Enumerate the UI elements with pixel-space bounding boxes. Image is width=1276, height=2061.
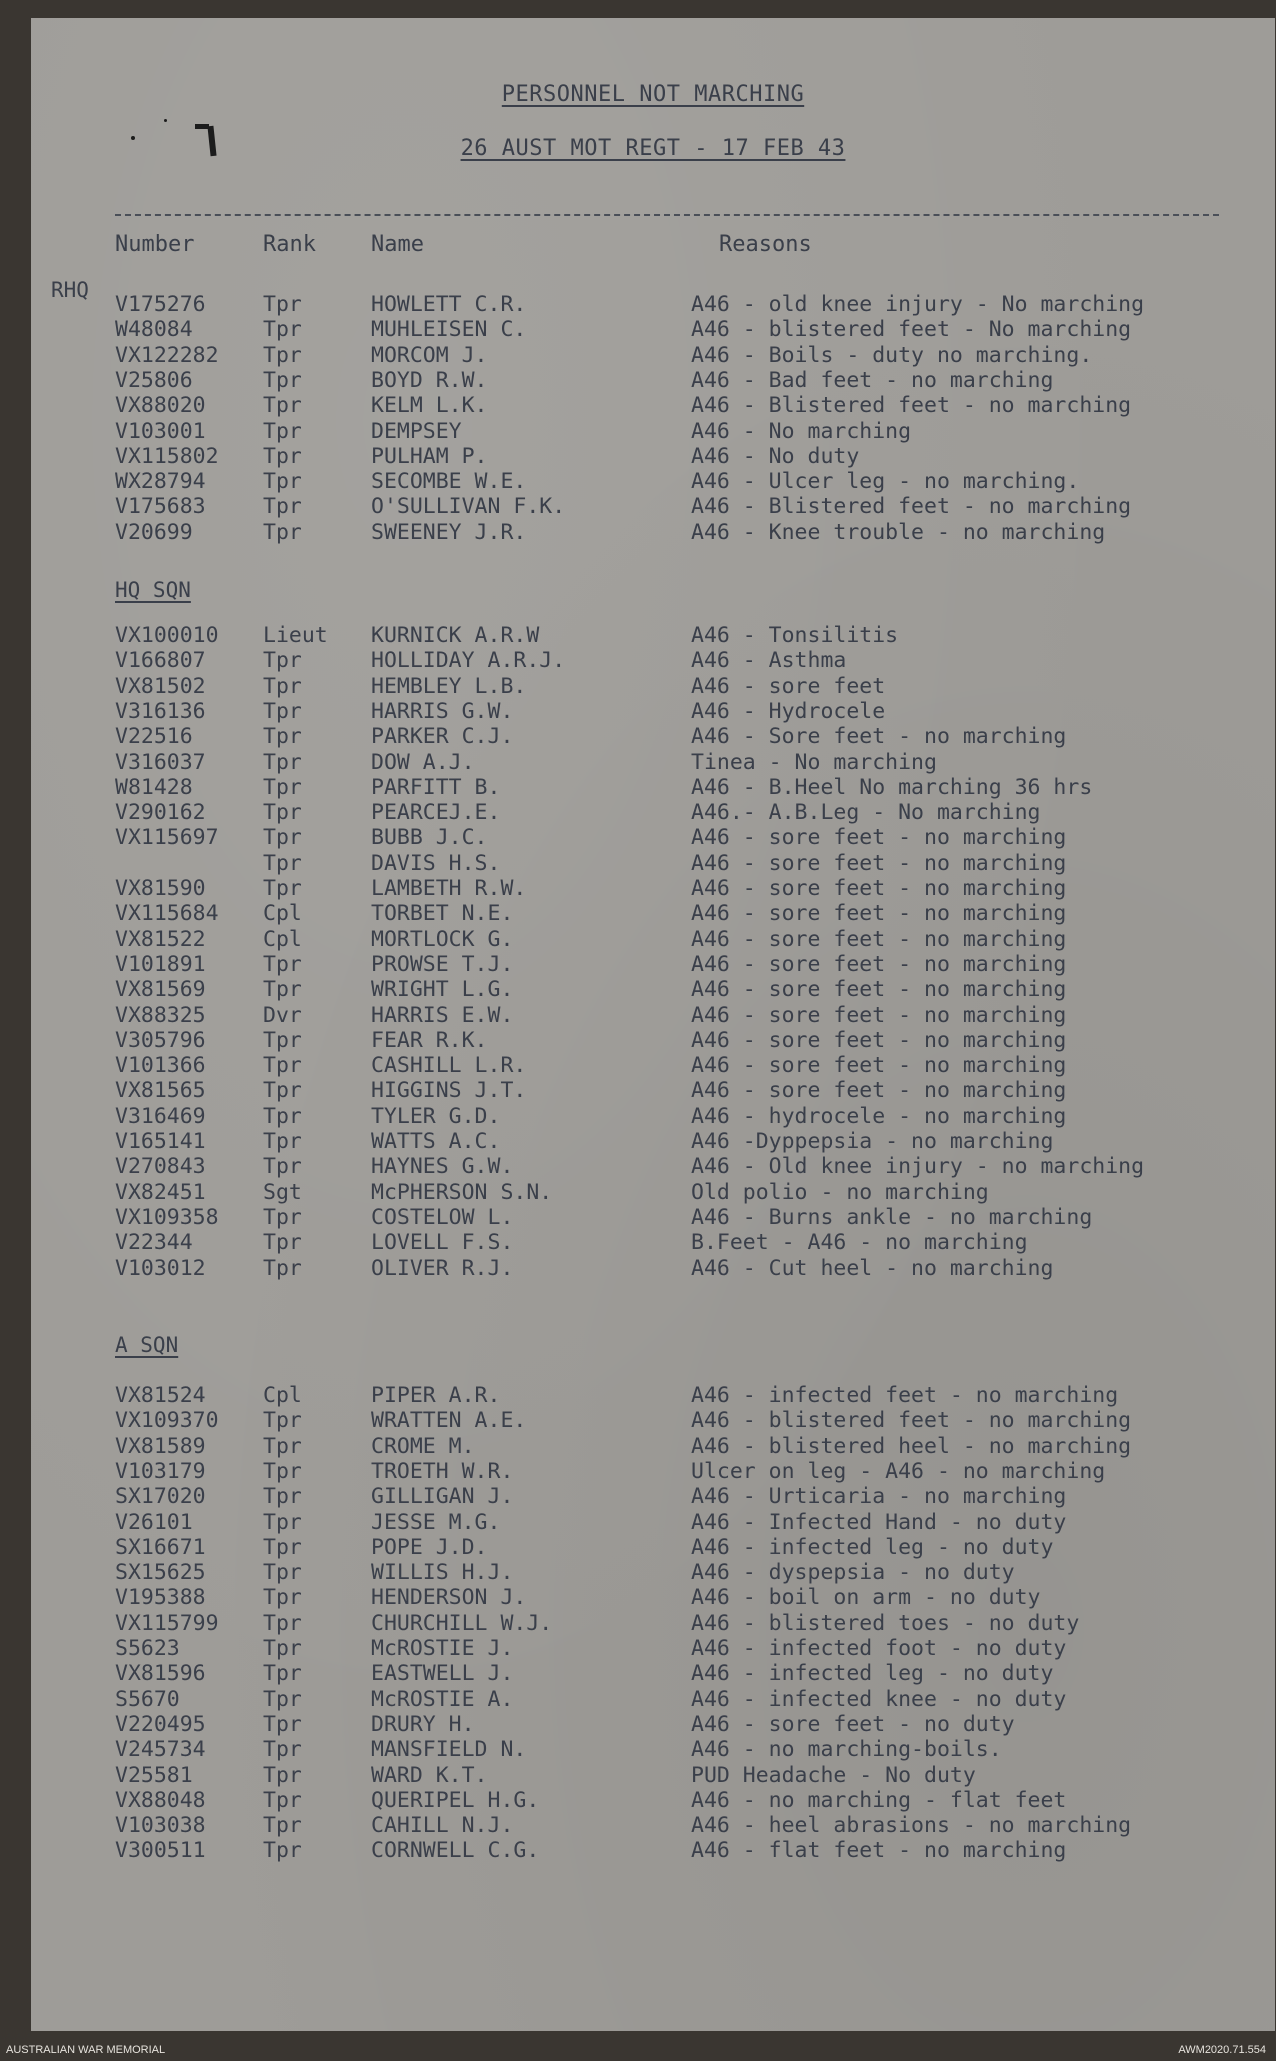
cell-reason: A46 - blistered toes - no duty bbox=[691, 1610, 1080, 1636]
cell-rank: Tpr bbox=[263, 367, 302, 393]
cell-reason: A46 - sore feet - no marching bbox=[691, 1002, 1067, 1028]
cell-name: SECOMBE W.E. bbox=[371, 469, 527, 495]
cell-service-number: V305796 bbox=[115, 1027, 206, 1053]
cell-reason: A46 - blistered heel - no marching bbox=[691, 1433, 1132, 1459]
cell-service-number: SX15625 bbox=[115, 1560, 206, 1586]
cell-name: BUBB J.C. bbox=[371, 825, 488, 851]
cell-rank: Tpr bbox=[263, 1255, 302, 1281]
cell-name: KURNICK A.R.W bbox=[371, 623, 540, 648]
cell-service-number: V175683 bbox=[115, 494, 206, 520]
cell-name: CORNWELL C.G. bbox=[371, 1838, 540, 1864]
cell-rank: Tpr bbox=[263, 1458, 302, 1484]
cell-name: HIGGINS J.T. bbox=[371, 1078, 527, 1104]
cell-service-number: W48084 bbox=[115, 317, 193, 343]
cell-service-number: VX88048 bbox=[115, 1787, 206, 1813]
cell-rank: Tpr bbox=[263, 648, 302, 674]
cell-service-number: S5670 bbox=[115, 1686, 180, 1712]
cell-service-number: VX81524 bbox=[115, 1383, 206, 1408]
cell-reason: A46 - infected knee - no duty bbox=[691, 1686, 1067, 1712]
document-page bbox=[31, 18, 1275, 2031]
cell-rank: Tpr bbox=[263, 876, 302, 901]
cell-rank: Tpr bbox=[263, 418, 302, 444]
cell-service-number: WX28794 bbox=[115, 469, 206, 495]
cell-service-number: V316136 bbox=[115, 698, 206, 724]
cell-rank: Tpr bbox=[263, 1737, 302, 1763]
cell-rank: Tpr bbox=[263, 951, 302, 977]
cell-rank: Tpr bbox=[263, 519, 302, 545]
cell-reason: A46 - flat feet - no marching bbox=[691, 1838, 1067, 1864]
cell-reason: A46 -Dyppepsia - no marching bbox=[691, 1129, 1054, 1154]
cell-name: WATTS A.C. bbox=[371, 1129, 501, 1154]
cell-name: POPE J.D. bbox=[371, 1534, 488, 1560]
cell-reason: Ulcer on leg - A46 - no marching bbox=[691, 1458, 1106, 1484]
cell-name: HOWLETT C.R. bbox=[371, 292, 527, 317]
cell-name: HEMBLEY L.B. bbox=[371, 673, 527, 699]
cell-reason: B.Feet - A46 - no marching bbox=[691, 1230, 1028, 1256]
header-name: Name bbox=[371, 232, 424, 257]
cell-name: WARD K.T. bbox=[371, 1762, 488, 1788]
cell-reason: Tinea - No marching bbox=[691, 749, 937, 775]
header-number: Number bbox=[115, 232, 195, 257]
cell-name: EASTWELL J. bbox=[371, 1661, 514, 1687]
cell-service-number: VX115684 bbox=[115, 901, 219, 927]
cell-name: COSTELOW L. bbox=[371, 1204, 514, 1230]
cell-rank: Dvr bbox=[263, 1002, 302, 1028]
cell-rank: Lieut bbox=[263, 623, 328, 648]
cell-service-number: V25806 bbox=[115, 367, 193, 393]
cell-service-number: V220495 bbox=[115, 1711, 206, 1737]
cell-reason: A46 - infected leg - no duty bbox=[691, 1534, 1054, 1560]
cell-name: OLIVER R.J. bbox=[371, 1255, 514, 1281]
cell-rank: Tpr bbox=[263, 1509, 302, 1535]
cell-name: KELM L.K. bbox=[371, 393, 488, 419]
cell-reason: A46 - Tonsilitis bbox=[691, 623, 899, 648]
cell-rank: Tpr bbox=[263, 443, 302, 469]
cell-reason: A46 - Knee trouble - no marching bbox=[691, 519, 1106, 545]
cell-rank: Tpr bbox=[263, 494, 302, 520]
cell-name: DRURY H. bbox=[371, 1711, 475, 1737]
cell-rank: Tpr bbox=[263, 1585, 302, 1611]
cell-reason: A46 - sore feet - no marching bbox=[691, 850, 1067, 876]
cell-reason: A46 - sore feet - no marching bbox=[691, 1027, 1067, 1053]
cell-reason: A46 - No duty bbox=[691, 443, 860, 469]
cell-rank: Tpr bbox=[263, 1838, 302, 1864]
cell-name: JESSE M.G. bbox=[371, 1509, 501, 1535]
cell-name: GILLIGAN J. bbox=[371, 1484, 514, 1510]
cell-service-number: VX82451 bbox=[115, 1179, 206, 1205]
cell-reason: A46 - hydrocele - no marching bbox=[691, 1103, 1067, 1129]
cell-name: HARRIS G.W. bbox=[371, 698, 514, 724]
cell-service-number: VX81565 bbox=[115, 1078, 206, 1104]
cell-reason: A46 - Cut heel - no marching bbox=[691, 1255, 1054, 1281]
cell-service-number: VX122282 bbox=[115, 342, 219, 368]
cell-rank: Tpr bbox=[263, 1610, 302, 1636]
cell-service-number: V270843 bbox=[115, 1154, 206, 1180]
section-label-rhq: RHQ bbox=[51, 278, 89, 302]
cell-name: DOW A.J. bbox=[371, 749, 475, 775]
cell-reason: PUD Headache - No duty bbox=[691, 1762, 976, 1788]
cell-reason: A46 - sore feet - no marching bbox=[691, 825, 1067, 851]
cell-service-number: V25581 bbox=[115, 1762, 193, 1788]
cell-service-number: SX16671 bbox=[115, 1534, 206, 1560]
cell-reason: A46 - B.Heel No marching 36 hrs bbox=[691, 774, 1093, 800]
cell-service-number: V101366 bbox=[115, 1053, 206, 1079]
cell-name: HOLLIDAY A.R.J. bbox=[371, 648, 566, 674]
cell-name: WRATTEN A.E. bbox=[371, 1408, 527, 1434]
cell-service-number: VX115802 bbox=[115, 443, 219, 469]
cell-rank: Tpr bbox=[263, 673, 302, 699]
cell-reason: A46 - No marching bbox=[691, 418, 912, 444]
cell-name: CHURCHILL W.J. bbox=[371, 1610, 553, 1636]
cell-name: LOVELL F.S. bbox=[371, 1230, 514, 1256]
cell-rank: Tpr bbox=[263, 1103, 302, 1129]
cell-rank: Tpr bbox=[263, 1813, 302, 1839]
cell-reason: A46 - sore feet bbox=[691, 673, 886, 699]
cell-rank: Sgt bbox=[263, 1179, 302, 1205]
cell-name: CAHILL N.J. bbox=[371, 1813, 514, 1839]
section-label-hq-sqn: HQ SQN bbox=[115, 578, 191, 602]
cell-reason: A46 - Bad feet - no marching bbox=[691, 367, 1054, 393]
cell-name: SWEENEY J.R. bbox=[371, 519, 527, 545]
cell-rank: Tpr bbox=[263, 1534, 302, 1560]
cell-reason: A46 - no marching - flat feet bbox=[691, 1787, 1067, 1813]
cell-reason: A46 - Old knee injury - no marching bbox=[691, 1154, 1145, 1180]
cell-reason: A46 - sore feet - no marching bbox=[691, 977, 1067, 1003]
cell-service-number: V165141 bbox=[115, 1129, 206, 1154]
cell-name: PARFITT B. bbox=[371, 774, 501, 800]
cell-service-number: VX81522 bbox=[115, 926, 206, 952]
cell-rank: Tpr bbox=[263, 469, 302, 495]
document-title: PERSONNEL NOT MARCHING bbox=[501, 82, 805, 107]
cell-name: McROSTIE J. bbox=[371, 1636, 514, 1661]
cell-service-number: V166807 bbox=[115, 648, 206, 674]
cell-reason: A46 - Hydrocele bbox=[691, 698, 886, 724]
cell-rank: Tpr bbox=[263, 1129, 302, 1154]
cell-name: MUHLEISEN C. bbox=[371, 317, 527, 343]
cell-name: HARRIS E.W. bbox=[371, 1002, 514, 1028]
cell-reason: A46 - sore feet - no duty bbox=[691, 1711, 1015, 1737]
cell-rank: Tpr bbox=[263, 393, 302, 419]
cell-name: McPHERSON S.N. bbox=[371, 1179, 553, 1205]
cell-rank: Tpr bbox=[263, 850, 302, 876]
cell-reason: A46 - Urticaria - no marching bbox=[691, 1484, 1067, 1510]
cell-name: LAMBETH R.W. bbox=[371, 876, 527, 901]
cell-reason: A46 - sore feet - no marching bbox=[691, 901, 1067, 927]
cell-reason: A46 - Blistered feet - no marching bbox=[691, 393, 1132, 419]
ink-mark bbox=[131, 136, 135, 140]
cell-rank: Tpr bbox=[263, 1484, 302, 1510]
cell-service-number: VX81502 bbox=[115, 673, 206, 699]
cell-service-number: VX100010 bbox=[115, 623, 219, 648]
cell-service-number: V316469 bbox=[115, 1103, 206, 1129]
cell-service-number: VX81596 bbox=[115, 1661, 206, 1687]
header-reasons: Reasons bbox=[719, 232, 812, 257]
cell-service-number: V195388 bbox=[115, 1585, 206, 1611]
cell-name: MANSFIELD N. bbox=[371, 1737, 527, 1763]
cell-rank: Tpr bbox=[263, 1027, 302, 1053]
cell-reason: A46 - infected leg - no duty bbox=[691, 1661, 1054, 1687]
cell-service-number: VX88325 bbox=[115, 1002, 206, 1028]
cell-service-number: V101891 bbox=[115, 951, 206, 977]
archive-footer bbox=[0, 2037, 1276, 2061]
cell-rank: Cpl bbox=[263, 1383, 302, 1408]
cell-name: McROSTIE A. bbox=[371, 1686, 514, 1712]
cell-rank: Tpr bbox=[263, 1230, 302, 1256]
cell-rank: Tpr bbox=[263, 977, 302, 1003]
cell-reason: A46 - heel abrasions - no marching bbox=[691, 1813, 1132, 1839]
cell-reason: A46 - Blistered feet - no marching bbox=[691, 494, 1132, 520]
cell-rank: Tpr bbox=[263, 1154, 302, 1180]
cell-name: PARKER C.J. bbox=[371, 724, 514, 750]
cell-reason: A46 - old knee injury - No marching bbox=[691, 292, 1145, 317]
cell-service-number: VX81589 bbox=[115, 1433, 206, 1459]
cell-rank: Tpr bbox=[263, 800, 302, 826]
cell-name: TROETH W.R. bbox=[371, 1458, 514, 1484]
cell-reason: A46 - Boils - duty no marching. bbox=[691, 342, 1093, 368]
cell-name: PROWSE T.J. bbox=[371, 951, 514, 977]
cell-service-number: V22516 bbox=[115, 724, 193, 750]
cell-rank: Tpr bbox=[263, 1408, 302, 1434]
cell-rank: Tpr bbox=[263, 1636, 302, 1661]
cell-service-number: V245734 bbox=[115, 1737, 206, 1763]
cell-service-number: V103179 bbox=[115, 1458, 206, 1484]
cell-service-number: VX81590 bbox=[115, 876, 206, 901]
cell-reason: A46.- A.B.Leg - No marching bbox=[691, 800, 1041, 826]
ink-mark bbox=[195, 124, 209, 129]
cell-service-number: V290162 bbox=[115, 800, 206, 826]
cell-service-number: W81428 bbox=[115, 774, 193, 800]
cell-rank: Tpr bbox=[263, 1686, 302, 1712]
cell-rank: Tpr bbox=[263, 1204, 302, 1230]
cell-rank: Tpr bbox=[263, 317, 302, 343]
cell-service-number: V103001 bbox=[115, 418, 206, 444]
cell-name: PIPER A.R. bbox=[371, 1383, 501, 1408]
cell-service-number: VX115697 bbox=[115, 825, 219, 851]
cell-service-number: V22344 bbox=[115, 1230, 193, 1256]
cell-service-number: V103038 bbox=[115, 1813, 206, 1839]
cell-service-number: V103012 bbox=[115, 1255, 206, 1281]
cell-name: PEARCEJ.E. bbox=[371, 800, 501, 826]
cell-reason: A46 - infected foot - no duty bbox=[691, 1636, 1067, 1661]
cell-rank: Tpr bbox=[263, 1711, 302, 1737]
cell-name: QUERIPEL H.G. bbox=[371, 1787, 540, 1813]
cell-reason: A46 - Ulcer leg - no marching. bbox=[691, 469, 1080, 495]
cell-reason: A46 - blistered feet - No marching bbox=[691, 317, 1132, 343]
cell-reason: A46 - sore feet - no marching bbox=[691, 876, 1067, 901]
cell-service-number: V26101 bbox=[115, 1509, 193, 1535]
cell-service-number: VX109370 bbox=[115, 1408, 219, 1434]
cell-rank: Tpr bbox=[263, 1661, 302, 1687]
header-rule bbox=[115, 214, 1219, 216]
cell-reason: A46 - blistered feet - no marching bbox=[691, 1408, 1132, 1434]
cell-name: FEAR R.K. bbox=[371, 1027, 488, 1053]
header-rank: Rank bbox=[263, 232, 316, 257]
cell-name: MORTLOCK G. bbox=[371, 926, 514, 952]
cell-name: BOYD R.W. bbox=[371, 367, 488, 393]
section-label-a-sqn: A SQN bbox=[115, 1333, 179, 1357]
cell-service-number: VX88020 bbox=[115, 393, 206, 419]
cell-service-number: VX109358 bbox=[115, 1204, 219, 1230]
document-subtitle: 26 AUST MOT REGT - 17 FEB 43 bbox=[460, 136, 846, 161]
cell-reason: A46 - infected feet - no marching bbox=[691, 1383, 1119, 1408]
cell-reason: A46 - dyspepsia - no duty bbox=[691, 1560, 1015, 1586]
cell-reason: A46 - sore feet - no marching bbox=[691, 1078, 1067, 1104]
cell-rank: Cpl bbox=[263, 926, 302, 952]
cell-rank: Tpr bbox=[263, 1787, 302, 1813]
cell-name: CROME M. bbox=[371, 1433, 475, 1459]
cell-reason: Old polio - no marching bbox=[691, 1179, 989, 1205]
cell-service-number: V175276 bbox=[115, 292, 206, 317]
cell-reason: A46 - Burns ankle - no marching bbox=[691, 1204, 1093, 1230]
cell-reason: A46 - Infected Hand - no duty bbox=[691, 1509, 1067, 1535]
cell-rank: Tpr bbox=[263, 1053, 302, 1079]
cell-reason: A46 - Sore feet - no marching bbox=[691, 724, 1067, 750]
cell-rank: Tpr bbox=[263, 1433, 302, 1459]
cell-rank: Tpr bbox=[263, 292, 302, 317]
cell-rank: Tpr bbox=[263, 825, 302, 851]
ink-mark bbox=[164, 119, 167, 122]
cell-rank: Cpl bbox=[263, 901, 302, 927]
cell-name: HAYNES G.W. bbox=[371, 1154, 514, 1180]
cell-reason: A46 - sore feet - no marching bbox=[691, 1053, 1067, 1079]
cell-name: TYLER G.D. bbox=[371, 1103, 501, 1129]
cell-name: MORCOM J. bbox=[371, 342, 488, 368]
cell-name: O'SULLIVAN F.K. bbox=[371, 494, 566, 520]
cell-reason: A46 - sore feet - no marching bbox=[691, 951, 1067, 977]
cell-reason: A46 - no marching-boils. bbox=[691, 1737, 1002, 1763]
cell-name: DAVIS H.S. bbox=[371, 850, 501, 876]
cell-service-number: V20699 bbox=[115, 519, 193, 545]
cell-rank: Tpr bbox=[263, 1762, 302, 1788]
cell-service-number: SX17020 bbox=[115, 1484, 206, 1510]
cell-reason: A46 - sore feet - no marching bbox=[691, 926, 1067, 952]
cell-service-number: V300511 bbox=[115, 1838, 206, 1864]
cell-rank: Tpr bbox=[263, 698, 302, 724]
cell-rank: Tpr bbox=[263, 724, 302, 750]
cell-name: TORBET N.E. bbox=[371, 901, 514, 927]
cell-rank: Tpr bbox=[263, 1560, 302, 1586]
cell-rank: Tpr bbox=[263, 774, 302, 800]
cell-name: CASHILL L.R. bbox=[371, 1053, 527, 1079]
cell-service-number: VX81569 bbox=[115, 977, 206, 1003]
cell-reason: A46 - boil on arm - no duty bbox=[691, 1585, 1041, 1611]
cell-service-number: S5623 bbox=[115, 1636, 180, 1661]
cell-name: WRIGHT L.G. bbox=[371, 977, 514, 1003]
cell-service-number: VX115799 bbox=[115, 1610, 219, 1636]
footer-reference: AWM2020.71.554 bbox=[1178, 2044, 1266, 2056]
cell-service-number: V316037 bbox=[115, 749, 206, 775]
cell-rank: Tpr bbox=[263, 749, 302, 775]
footer-institution: AUSTRALIAN WAR MEMORIAL bbox=[6, 2044, 166, 2056]
cell-name: DEMPSEY bbox=[371, 418, 462, 444]
cell-reason: A46 - Asthma bbox=[691, 648, 847, 674]
cell-rank: Tpr bbox=[263, 342, 302, 368]
cell-rank: Tpr bbox=[263, 1078, 302, 1104]
cell-name: WILLIS H.J. bbox=[371, 1560, 514, 1586]
cell-name: HENDERSON J. bbox=[371, 1585, 527, 1611]
cell-name: PULHAM P. bbox=[371, 443, 488, 469]
